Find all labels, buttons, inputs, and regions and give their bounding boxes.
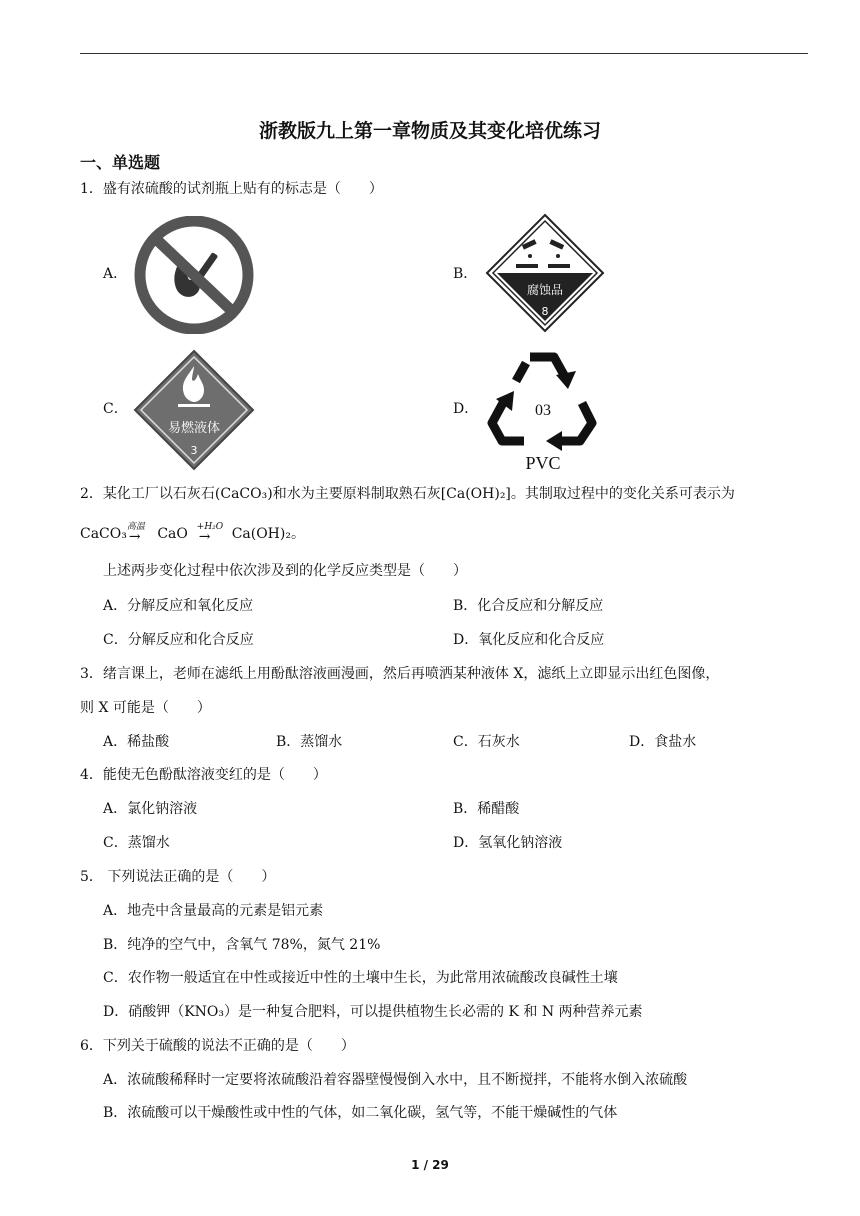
page-title: 浙教版九上第一章物质及其变化培优练习 — [258, 120, 601, 142]
q1-option-a-label: A． — [103, 266, 128, 282]
eq-caoh2: Ca(OH)₂。 — [231, 526, 305, 542]
q2-stem: 2．某化工厂以石灰石(CaCO₃)和水为主要原料制取熟石灰[Ca(OH)₂]。其制取过程中的变化关系可表示为 — [80, 486, 735, 502]
q5-option-b: B．纯净的空气中，含氧气 78%，氮气 21% — [103, 937, 381, 953]
q1-option-d-label: D． — [453, 401, 479, 417]
corrosive-sign-number: 8 — [541, 305, 549, 318]
q2-equation — [80, 524, 305, 544]
q5-option-d: D．硝酸钾（KNO₃）是一种复合肥料，可以提供植物生长必需的 K 和 N 两种营养元素 — [103, 1004, 643, 1020]
q4-stem: 4．能使无色酚酞溶液变红的是（ ） — [80, 767, 327, 783]
eq-arrow-2 — [197, 524, 223, 544]
q6-option-b: B．浓硫酸可以干燥酸性或中性的气体，如二氧化碳，氢气等，不能干燥碱性的气体 — [103, 1105, 618, 1121]
recycle-sign-number: 03 — [535, 402, 551, 419]
flammable-sign-text: 易燃液体 — [167, 421, 221, 436]
q1-option-b-label: B． — [453, 266, 478, 282]
flammable-liquid-sign-icon — [132, 348, 256, 476]
q2-option-c: C．分解反应和化合反应 — [103, 632, 254, 648]
q3-option-c: C．石灰水 — [453, 734, 520, 750]
q3-option-a: A．稀盐酸 — [103, 734, 170, 750]
eq-cao: CaO — [157, 526, 188, 542]
q4-option-c: C．蒸馏水 — [103, 835, 170, 851]
no-fire-sign-icon — [132, 216, 256, 338]
q5-stem: 5． 下列说法正确的是（ ） — [80, 869, 276, 885]
q4-option-d: D．氢氧化钠溶液 — [453, 835, 563, 851]
corrosive-sign-text: 腐蚀品 — [526, 283, 564, 297]
q4-option-a: A．氯化钠溶液 — [103, 801, 198, 817]
section-heading: 一、单选题 — [80, 153, 161, 172]
q2-option-a: A．分解反应和氧化反应 — [103, 598, 254, 614]
page-number: 1 / 29 — [411, 1158, 449, 1172]
arrow-icon: → — [198, 529, 211, 545]
q2-sub-stem: 上述两步变化过程中依次涉及到的化学反应类型是（ ） — [103, 563, 467, 579]
header-rule — [80, 53, 808, 54]
q3-stem-line1: 3．绪言课上，老师在滤纸上用酚酞溶液画漫画，然后再喷洒某种液体 X，滤纸上立即显示出红色图像， — [80, 666, 720, 682]
q3-option-b: B．蒸馏水 — [276, 734, 343, 750]
q2-option-d: D．氧化反应和化合反应 — [453, 632, 605, 648]
q4-option-b: B．稀醋酸 — [453, 801, 520, 817]
q6-option-a: A．浓硫酸稀释时一定要将浓硫酸沿着容器壁慢慢倒入水中，且不断搅拌，不能将水倒入浓硫酸 — [103, 1072, 688, 1088]
recycle-sign-text: PVC — [525, 453, 561, 473]
eq-condition-1: 高温 — [126, 522, 145, 532]
arrow-icon: → — [128, 529, 141, 545]
eq-caco3: CaCO₃ — [80, 526, 127, 542]
q5-option-a: A．地壳中含量最高的元素是铝元素 — [103, 903, 324, 919]
q3-option-d: D．食盐水 — [629, 734, 697, 750]
q6-stem: 6．下列关于硫酸的说法不正确的是（ ） — [80, 1038, 355, 1054]
eq-arrow-1 — [127, 524, 153, 544]
corrosive-sign-icon — [484, 212, 606, 338]
q3-stem-line2: 则 X 可能是（ ） — [80, 700, 211, 716]
flammable-sign-number: 3 — [190, 444, 198, 457]
recycle-pvc-sign-icon — [480, 345, 606, 479]
q1-stem: 1．盛有浓硫酸的试剂瓶上贴有的标志是（ ） — [80, 181, 383, 197]
q1-option-c-label: C． — [103, 401, 128, 417]
q5-option-c: C．农作物一般适宜在中性或接近中性的土壤中生长，为此常用浓硫酸改良碱性土壤 — [103, 970, 618, 986]
eq-condition-2: +H₂O — [196, 522, 224, 532]
q2-option-b: B．化合反应和分解反应 — [453, 598, 604, 614]
